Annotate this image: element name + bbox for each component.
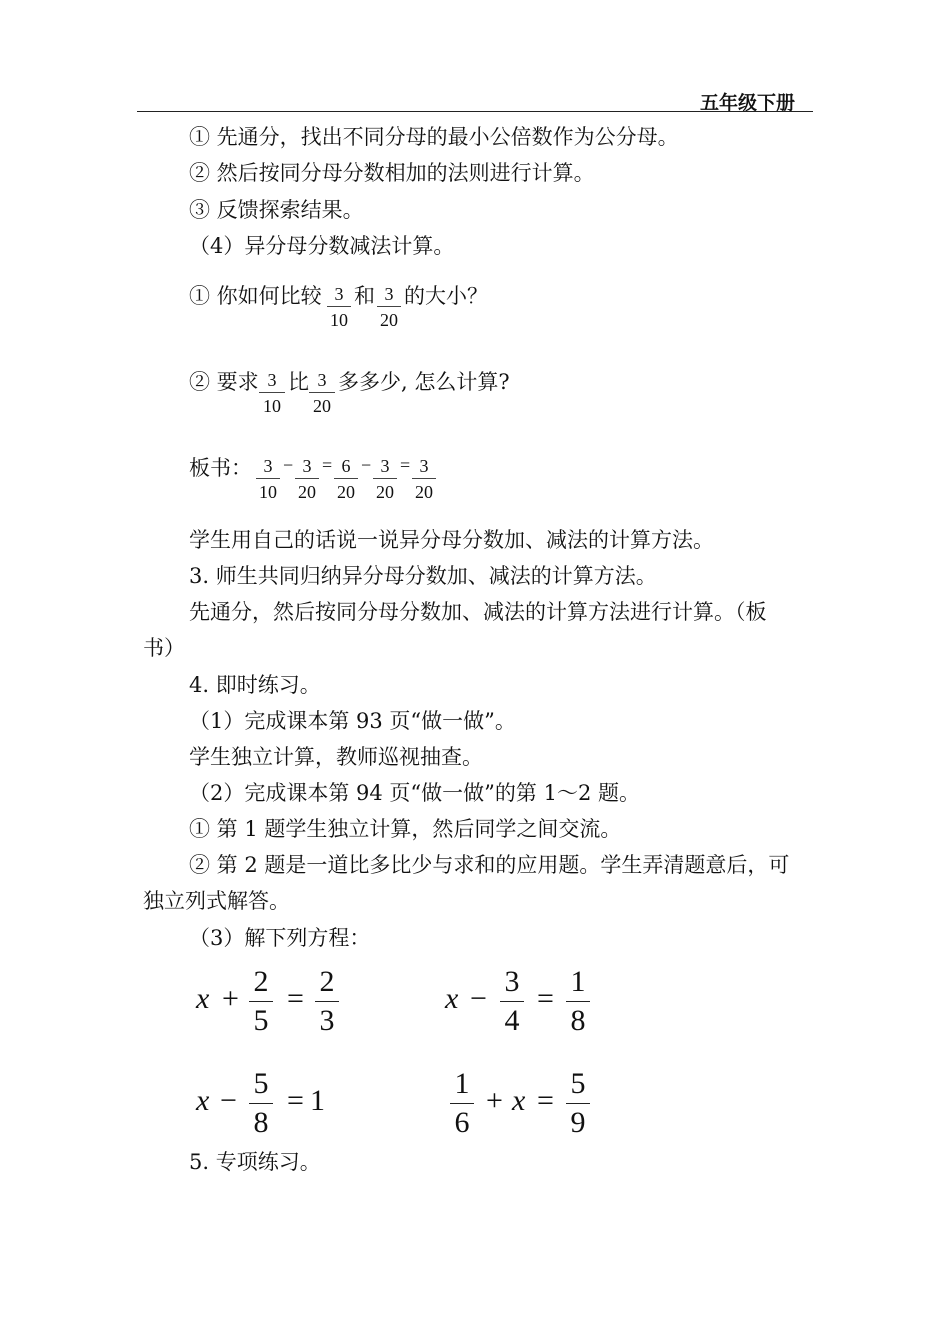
fraction: 3 20 <box>373 455 397 503</box>
text-line: ③ 反馈探索结果。 <box>189 198 364 222</box>
plus-sign: + <box>222 982 239 1015</box>
fraction: 3 10 <box>327 283 351 331</box>
equals-sign: = <box>287 982 304 1015</box>
text-line: ② 然后按同分母分数相加的法则进行计算。 <box>189 161 595 185</box>
text-line: 独立列式解答。 <box>143 889 290 913</box>
board-label: 板书： <box>189 456 252 480</box>
equation-fraction: 1 8 <box>566 965 590 1038</box>
header-rule <box>137 111 813 112</box>
text-line: ① 先通分，找出不同分母的最小公倍数作为公分母。 <box>189 125 679 149</box>
fraction: 3 20 <box>412 455 436 503</box>
equals-sign: = <box>287 1084 304 1117</box>
text-line: （3）解下列方程： <box>189 926 371 950</box>
text-line: 学生独立计算，教师巡视抽查。 <box>189 745 483 769</box>
equation-fraction: 5 9 <box>566 1067 590 1140</box>
text-line: 学生用自己的话说一说异分母分数加、减法的计算方法。 <box>189 528 714 552</box>
text-line: 先通分，然后按同分母分数加、减法的计算方法进行计算。（板 <box>189 600 767 624</box>
text-line: ① 你如何比较 <box>189 284 322 308</box>
text-line: 多多少, 怎么计算? <box>338 370 510 394</box>
text-line: （1）完成课本第 93 页“做一做”。 <box>189 709 516 733</box>
fraction: 3 20 <box>377 283 401 331</box>
equation-rhs: 1 <box>310 1084 325 1117</box>
equals-sign: = <box>537 982 554 1015</box>
text-line: 4. 即时练习。 <box>189 673 321 697</box>
equation-variable: x <box>445 982 459 1015</box>
fraction: 6 20 <box>334 455 358 503</box>
fraction: 3 10 <box>256 455 280 503</box>
equation-fraction: 1 6 <box>450 1067 474 1140</box>
equation-fraction: 5 8 <box>249 1067 273 1140</box>
text-line: ② 第 2 题是一道比多比少与求和的应用题。学生弄清题意后，可 <box>189 853 790 877</box>
fraction: 3 20 <box>295 455 319 503</box>
text-line: 3. 师生共同归纳异分母分数加、减法的计算方法。 <box>189 564 657 588</box>
text-line: 书） <box>143 636 185 660</box>
minus-sign: − <box>470 982 487 1015</box>
text-line: 的大小？ <box>404 284 488 308</box>
text-line: 5. 专项练习。 <box>189 1150 321 1174</box>
equation-variable: x <box>196 982 210 1015</box>
equation-fraction: 2 5 <box>249 965 273 1038</box>
minus-sign: − <box>283 455 294 475</box>
text-line: 比 <box>288 370 309 394</box>
equation-fraction: 3 4 <box>500 965 524 1038</box>
equals-sign: = <box>537 1084 554 1117</box>
equation-variable: x <box>196 1084 210 1117</box>
grade-header: 五年级下册 <box>700 92 796 114</box>
text-line: ① 第 1 题学生独立计算，然后同学之间交流。 <box>189 817 622 841</box>
fraction: 3 10 <box>259 369 285 417</box>
minus-sign: − <box>361 455 372 475</box>
minus-sign: − <box>220 1084 237 1117</box>
equals-sign: = <box>400 455 411 475</box>
equation-variable: x <box>512 1084 526 1117</box>
fraction: 3 20 <box>309 369 335 417</box>
text-line: 和 <box>354 284 375 308</box>
plus-sign: + <box>486 1084 503 1117</box>
text-line: （2）完成课本第 94 页“做一做”的第 1～2 题。 <box>189 781 640 805</box>
equation-fraction: 2 3 <box>315 965 339 1038</box>
section-heading: （4）异分母分数减法计算。 <box>189 234 455 258</box>
equals-sign: = <box>322 455 333 475</box>
text-line: ② 要求 <box>189 370 259 394</box>
